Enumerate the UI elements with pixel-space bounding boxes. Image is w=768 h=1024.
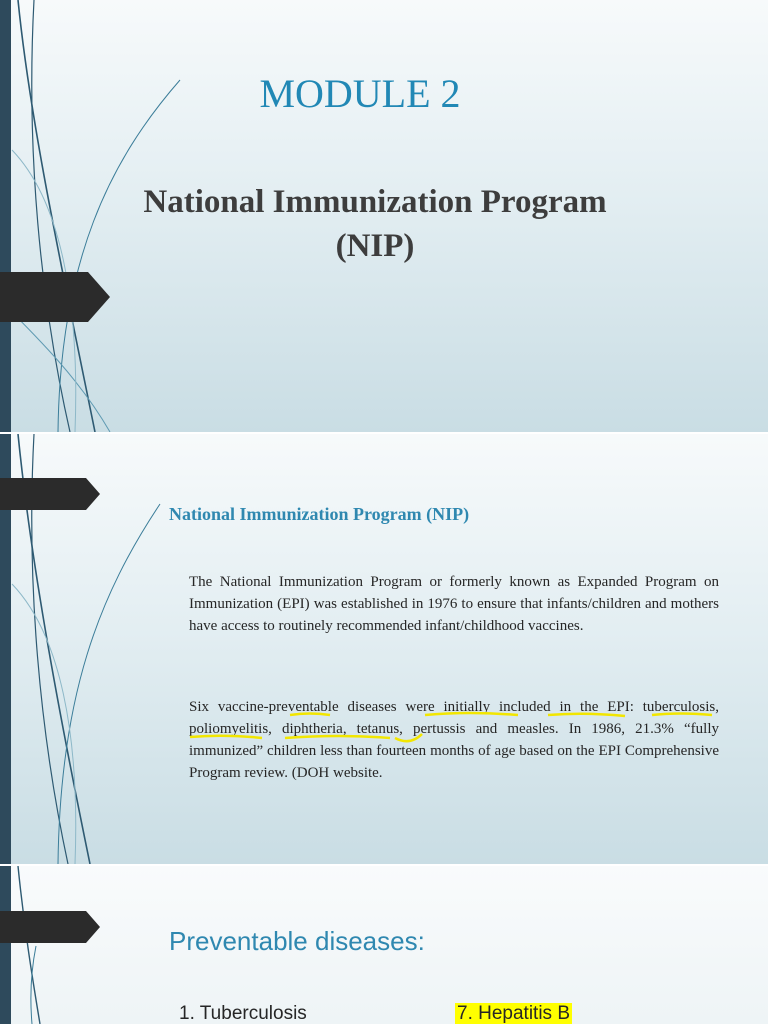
bullet-text: Six vaccine-preventable diseases were initially included in the EPI: tuberculosis, poliomyelitis, diphtheria, tetanus, pertussis and measles. In 1986, 21.3% “fully immunized” children less than fourteen months of age based on the EPI Comprehensive Program review. (DOH website.: [189, 699, 719, 781]
slide-1: [0, 0, 768, 432]
slide-3: [0, 866, 768, 1024]
yellow-highlighter-marks: [0, 434, 768, 864]
main-title: [0, 180, 750, 268]
bullet-text: The National Immunization Program or formerly known as Expanded Program on Immunization (EPI) was established in 1976 to ensure that infants/children and mothers have access to routinely recommended infant/childhood vaccines.: [189, 574, 719, 634]
disease-list-item: [445, 1003, 572, 1024]
module-title: MODULE 2: [259, 71, 461, 116]
main-title-line-1: National Immunization Program: [143, 184, 607, 220]
main-title-line-2: (NIP): [335, 228, 415, 264]
slide-2: [0, 434, 768, 864]
disease-label: 1. Tuberculosis: [179, 1003, 307, 1024]
disease-label-highlighted: 7. Hepatitis B: [457, 1003, 570, 1024]
disease-list-item: [169, 1003, 307, 1024]
slide-arrow-marker: [0, 272, 112, 322]
section-heading: National Immunization Program (NIP): [169, 504, 470, 524]
section-heading: Preventable diseases:: [169, 926, 425, 956]
slide-arrow-marker: [0, 911, 102, 943]
